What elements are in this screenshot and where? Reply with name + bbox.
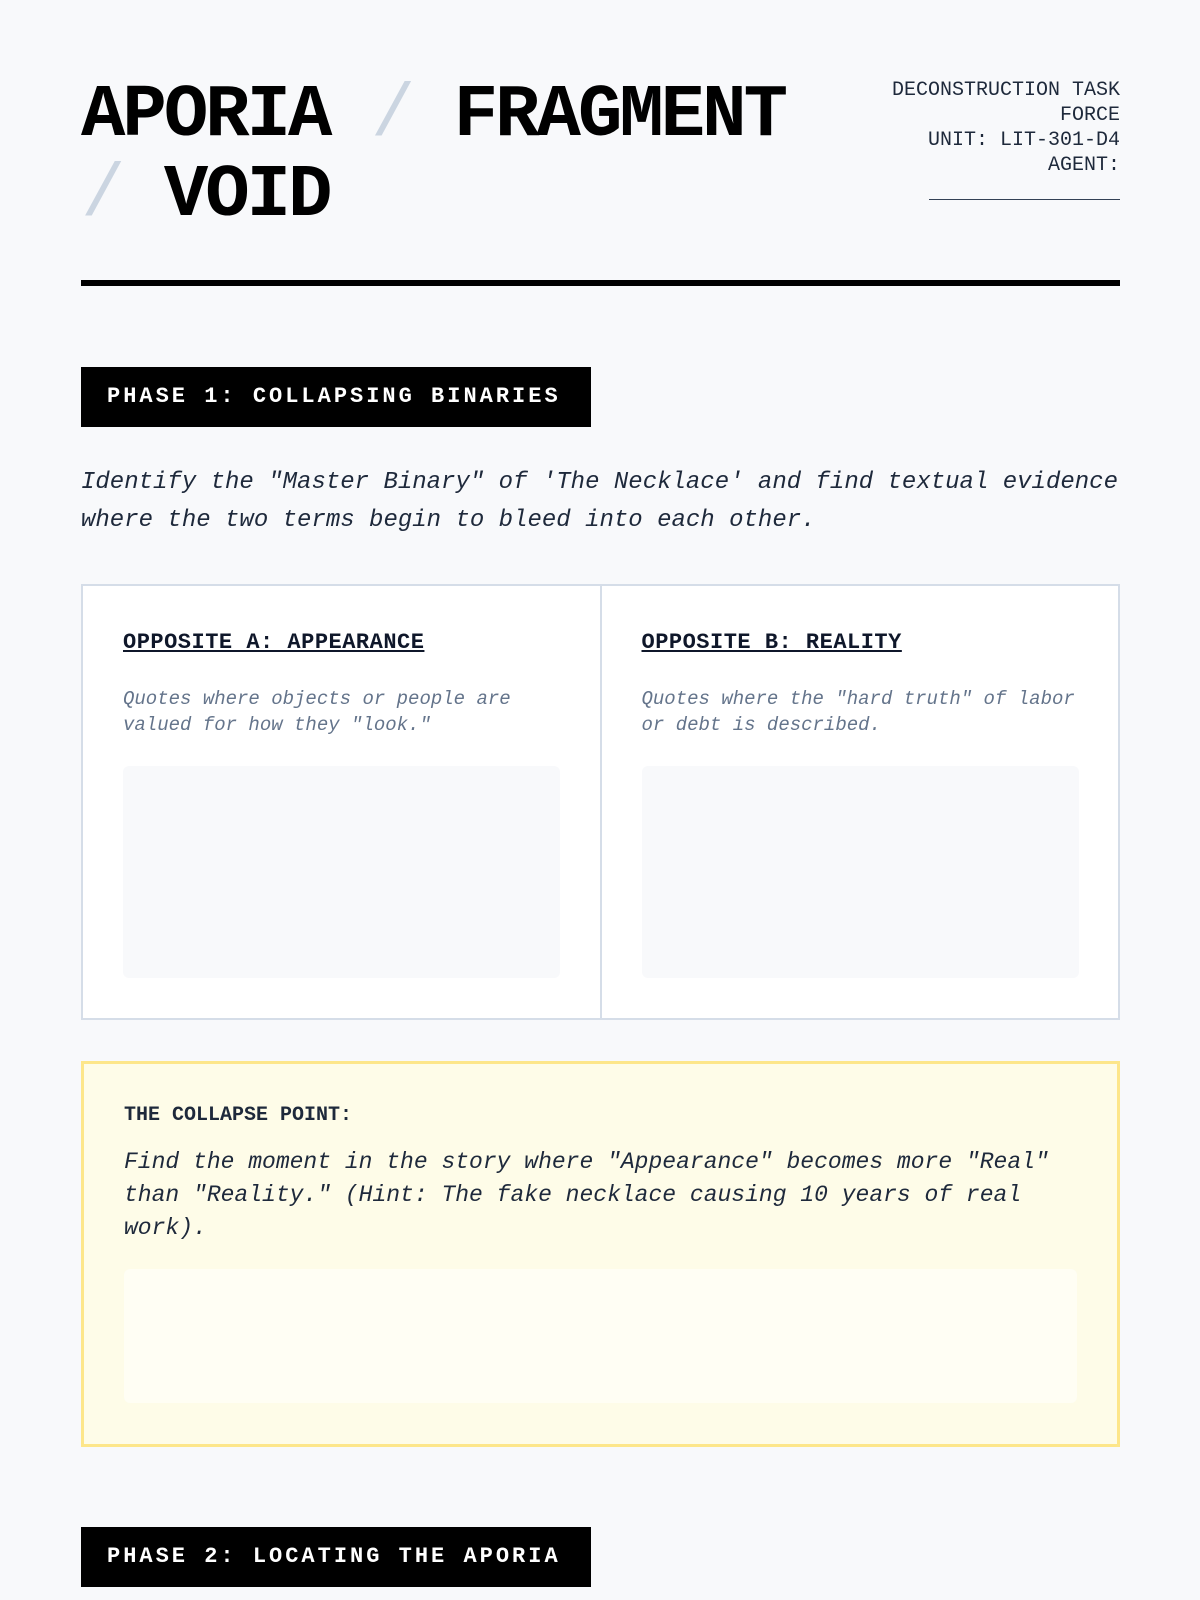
title-separator-1: /	[370, 74, 413, 158]
opposite-a-description: Quotes where objects or people are valued for how they "look."	[123, 688, 511, 736]
opposite-b-answer-box[interactable]	[642, 766, 1079, 978]
collapse-point-answer-box[interactable]	[124, 1269, 1077, 1403]
phase-1-instructions: Identify the "Master Binary" of 'The Necklace' and find textual evidence where the two terms begin to bleed into each other.	[81, 469, 1118, 534]
opposite-a-panel	[83, 586, 600, 1018]
meta-task-force-line1: DECONSTRUCTION TASK	[891, 79, 1120, 102]
phase-2-header: PHASE 2: LOCATING THE APORIA	[81, 1527, 591, 1587]
meta-task-force-line2: FORCE	[1059, 104, 1120, 127]
collapse-point-prompt: Find the moment in the story where "Appearance" becomes more "Real" than "Reality." (Hint: The fake necklace causing 10 years of real work).	[124, 1149, 1049, 1241]
meta-agent-label: AGENT:	[1047, 154, 1120, 177]
worksheet-header	[81, 76, 1120, 246]
opposite-b-panel	[600, 586, 1119, 1018]
opposite-b-description: Quotes where the "hard truth" of labor or debt is described.	[641, 688, 1075, 736]
opposite-a-answer-box[interactable]	[123, 766, 560, 978]
title-separator-2: /	[81, 154, 123, 238]
header-meta	[890, 78, 1120, 178]
collapse-point-label: THE COLLAPSE POINT:	[124, 1104, 353, 1127]
collapse-point-panel	[81, 1061, 1120, 1447]
binary-grid	[81, 584, 1120, 1020]
opposite-a-title: OPPOSITE A: APPEARANCE	[123, 630, 425, 655]
title-word-3: VOID	[163, 154, 330, 238]
worksheet-title	[81, 76, 861, 236]
header-divider	[81, 280, 1120, 286]
title-word-1: APORIA	[81, 74, 330, 158]
meta-unit: UNIT: LIT-301-D4	[927, 129, 1120, 152]
opposite-b-title: OPPOSITE B: REALITY	[641, 630, 902, 655]
phase-1-header: PHASE 1: COLLAPSING BINARIES	[81, 367, 591, 427]
agent-name-field[interactable]	[929, 199, 1120, 200]
title-word-2: FRAGMENT	[453, 74, 785, 158]
